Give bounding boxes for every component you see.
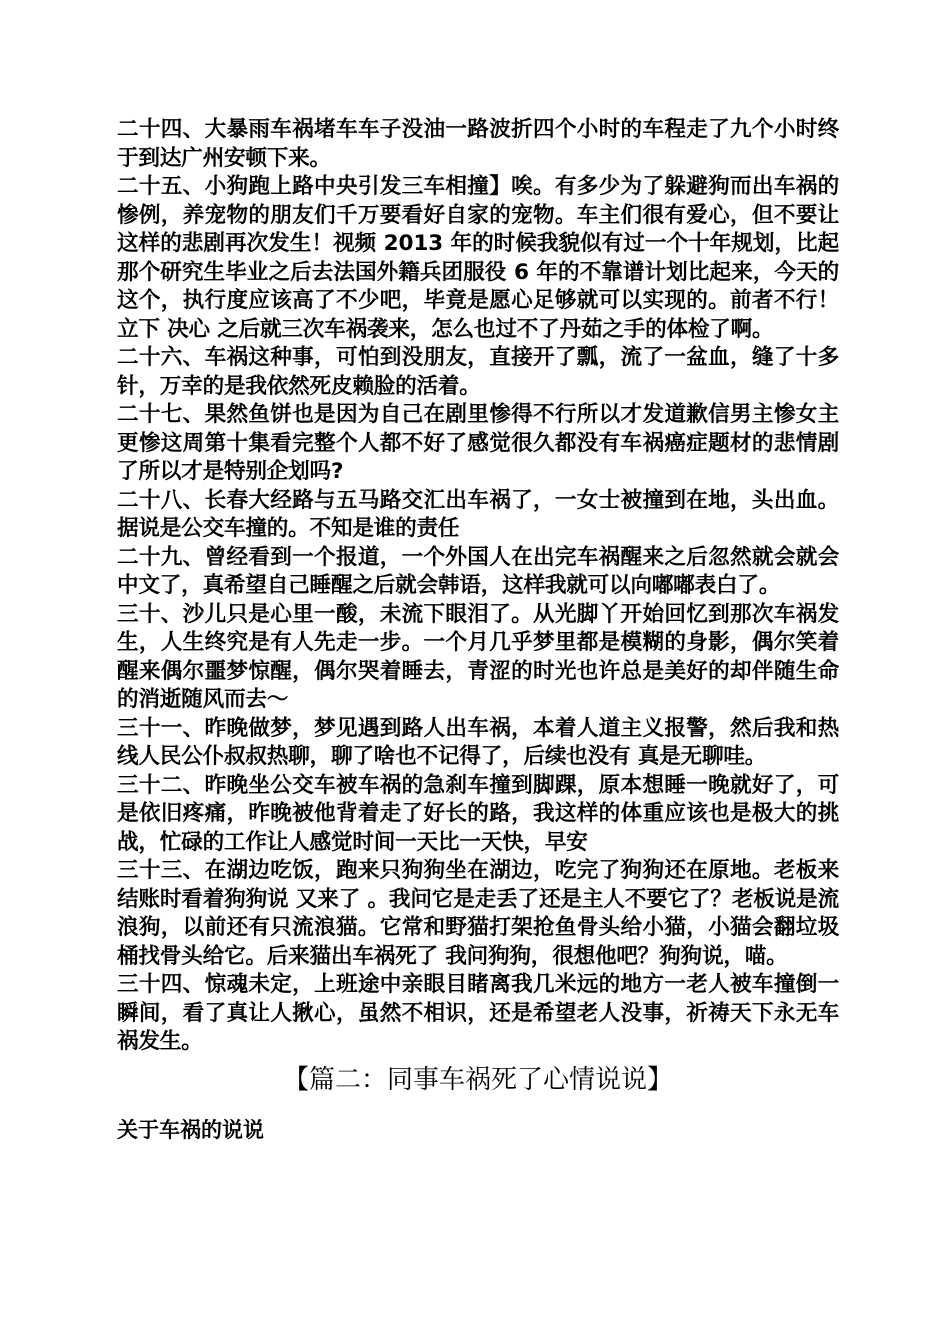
- paragraph-32: 三十二、昨晚坐公交车被车祸的急刹车撞到脚踝，原本想睡一晚就好了，可是依旧疼痛，昨晚被他背着走了好长的路，我这样的体重应该也是极大的挑战，忙碌的工作让人感觉时间一天比一天快，早安: [117, 772, 839, 855]
- paragraph-24: 二十四、大暴雨车祸堵车车子没油一路波折四个小时的车程走了九个小时终于到达广州安顿下来。: [117, 117, 839, 171]
- document-page: [117, 116, 839, 1145]
- paragraph-25: 二十五、小狗跑上路中央引发三车相撞】唉。有多少为了躲避狗而出车祸的惨例，养宠物的朋友们千万要看好自家的宠物。车主们很有爱心，但不要让这样的悲剧再次发生！视频 2013 年的时候我貌似有过一个十年规划，比起那个研究生毕业之后去法国外籍兵团服役 6 年的不靠谱计划比起来，今天的这个，执行度应该高了不少吧，毕竟是愿心足够就可以实现的。前者不行！立下 决心 之后就三次车祸袭来，怎么也过不了丹茹之手的体检了啊。: [117, 174, 839, 342]
- paragraph-31: 三十一、昨晚做梦，梦见遇到路人出车祸，本着人道主义报警，然后我和热线人民公仆叔叔热聊，聊了啥也不记得了，后续也没有 真是无聊哇。: [117, 715, 839, 769]
- paragraph-29: 二十九、曾经看到一个报道，一个外国人在出完车祸醒来之后忽然就会就会中文了，真希望自己睡醒之后就会韩语，这样我就可以向嘟嘟表白了。: [117, 544, 839, 598]
- subheading: 关于车祸的说说: [117, 1117, 264, 1142]
- paragraph-28: 二十八、长春大经路与五马路交汇出车祸了，一女士被撞到在地，头出血。据说是公交车撞的。不知是谁的责任: [117, 487, 839, 541]
- paragraph-30: 三十、沙儿只是心里一酸，未流下眼泪了。从光脚丫开始回忆到那次车祸发生，人生终究是有人先走一步。一个月几乎梦里都是模糊的身影，偶尔笑着醒来偶尔噩梦惊醒，偶尔哭着睡去，青涩的时光也许总是美好的却伴随生命的消逝随风而去～: [117, 601, 839, 712]
- paragraph-33: 三十三、在湖边吃饭，跑来只狗狗坐在湖边，吃完了狗狗还在原地。老板来结账时看着狗狗说 又来了 。我问它是走丢了还是主人不要它了？老板说是流浪狗，以前还有只流浪猫。它常和野猫打架抢鱼骨头给小猫，小猫会翻垃圾桶找骨头给它。后来猫出车祸死了 我问狗狗，很想他吧？狗狗说，喵。: [117, 858, 839, 969]
- paragraph-27: 二十七、果然鱼饼也是因为自己在剧里惨得不行所以才发道歉信男主惨女主更惨这周第十集看完整个人都不好了感觉很久都没有车祸癌症题材的悲情剧了所以才是特别企划吗?: [117, 402, 839, 484]
- paragraph-26: 二十六、车祸这种事，可怕到没朋友，直接开了瓢，流了一盆血，缝了十多针，万幸的是我依然死皮赖脸的活着。: [117, 345, 839, 399]
- section-title: 【篇二：同事车祸死了心情说说】: [282, 1064, 673, 1095]
- paragraph-34: 三十四、惊魂未定，上班途中亲眼目睹离我几米远的地方一老人被车撞倒一瞬间，看了真让人揪心，虽然不相识，还是希望老人没事，祈祷天下永无车祸发生。: [117, 972, 839, 1054]
